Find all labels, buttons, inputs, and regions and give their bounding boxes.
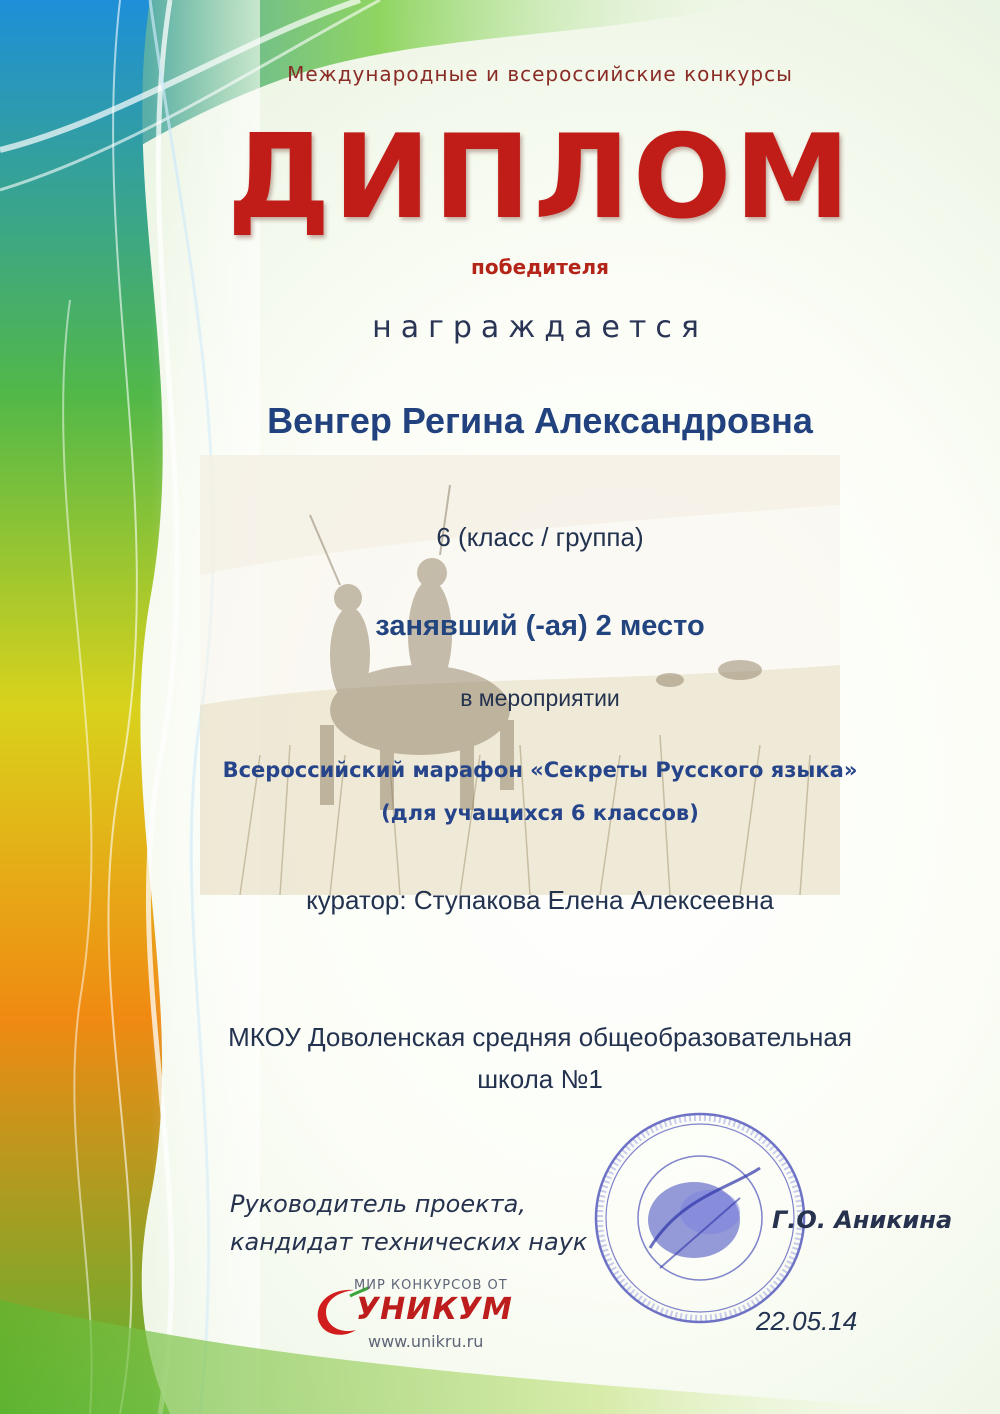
signatory-role-line2: кандидат технических наук — [230, 1228, 588, 1256]
curator-line: куратор: Ступакова Елена Алексеевна — [306, 885, 774, 915]
signatory-name: Г.О. Аникина — [772, 1206, 953, 1234]
place-awarded: занявший (-ая) 2 место — [375, 610, 705, 642]
unikum-logo — [310, 1278, 540, 1358]
event-name-line1: Всероссийский марафон «Секреты Русского языка» — [222, 758, 858, 782]
diploma-title: ДИПЛОМ — [227, 110, 853, 245]
awarded-caption: награждается — [372, 310, 708, 345]
contests-caption: Международные и всероссийские конкурсы — [287, 62, 793, 86]
school-line1: МКОУ Доволенская средняя общеобразовательная — [228, 1022, 852, 1052]
logo-brand: УНИКУМ — [356, 1292, 513, 1327]
winner-subtitle: победителя — [471, 255, 609, 279]
horsemen-illustration — [200, 455, 840, 895]
logo-tagline: МИР КОНКУРСОВ ОТ — [354, 1278, 508, 1293]
event-name-line2: (для учащихся 6 классов) — [381, 801, 699, 825]
recipient-class: 6 (класс / группа) — [436, 522, 644, 552]
event-label: в мероприятии — [460, 685, 620, 711]
school-line2: школа №1 — [477, 1064, 603, 1094]
logo-url: www.unikru.ru — [368, 1332, 484, 1351]
recipient-name: Венгер Регина Александровна — [267, 400, 813, 441]
issue-date: 22.05.14 — [756, 1306, 858, 1336]
signatory-role-line1: Руководитель проекта, — [230, 1190, 526, 1218]
